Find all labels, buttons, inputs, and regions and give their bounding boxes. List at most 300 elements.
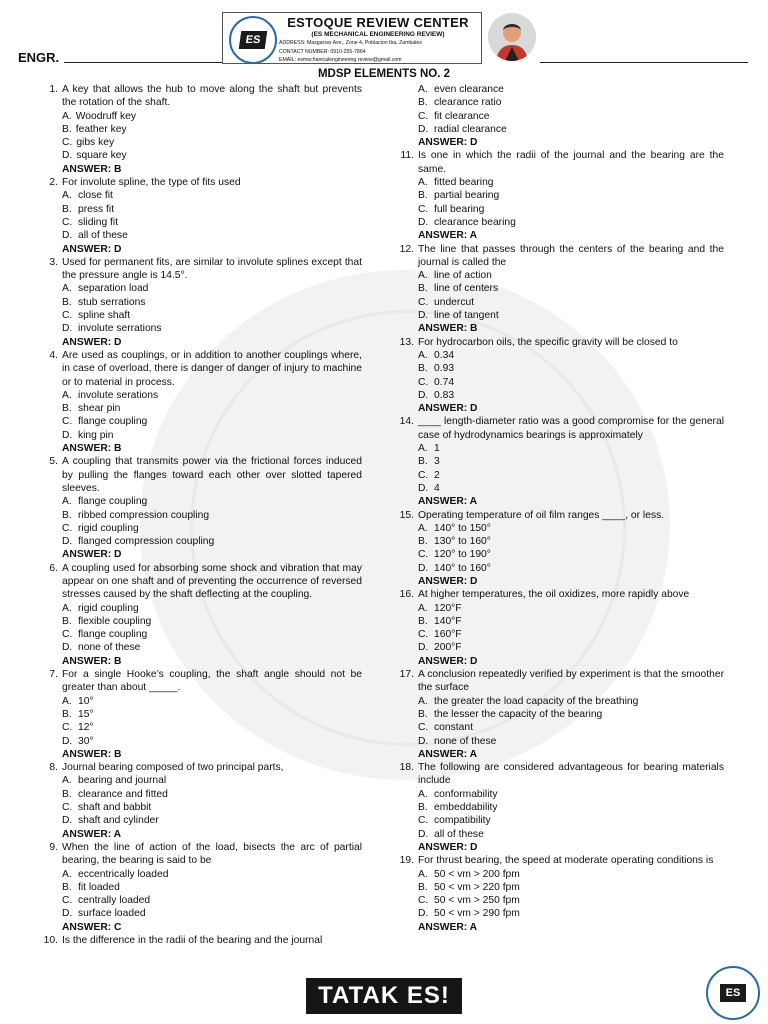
answer-label: ANSWER: D (418, 655, 478, 667)
option-letter: A. (418, 177, 428, 189)
option-item (62, 615, 362, 628)
option-item (418, 176, 724, 189)
option-item (62, 522, 362, 535)
option-text: involute serations (78, 389, 159, 401)
question-number: 19. (399, 855, 414, 867)
option-letter: B. (418, 881, 428, 893)
option-letter: A. (62, 283, 72, 295)
option-text: 0.34 (434, 349, 455, 361)
option-text: separation load (78, 283, 149, 295)
question-number: 17. (399, 669, 414, 681)
answer-label: ANSWER: A (418, 496, 478, 508)
question-text: When the line of action of the load, bisects the arc of partial bearing, the bearing is said to be (62, 841, 362, 867)
option-item (62, 735, 362, 748)
option-item (418, 562, 724, 575)
option-text: flange coupling (78, 629, 148, 641)
option-text: 10° (78, 695, 94, 707)
question-number: 4. (49, 349, 58, 361)
option-text: 2 (434, 469, 440, 481)
option-item (418, 907, 724, 920)
answer-label: ANSWER: D (62, 336, 122, 348)
header-rule (540, 62, 748, 63)
option-item (62, 415, 362, 428)
option-letter: B. (62, 615, 72, 627)
question-number: 18. (399, 762, 414, 774)
option-text: radial clearance (434, 123, 507, 135)
option-letter: D. (62, 150, 73, 162)
option-item (418, 548, 724, 561)
question-item (40, 83, 362, 176)
option-letter: A. (418, 602, 428, 614)
option-item (418, 349, 724, 362)
option-letter: A. (418, 788, 428, 800)
question-number: 9. (49, 841, 58, 853)
option-letter: B. (418, 536, 428, 548)
option-item (62, 110, 362, 123)
center-contact: CONTACT NUMBER: 0910-255-7864 (279, 48, 366, 55)
option-text: flanged compression coupling (78, 536, 215, 548)
option-text: 12° (78, 722, 94, 734)
option-letter: C. (62, 722, 73, 734)
answer-label: ANSWER: D (62, 243, 122, 255)
option-item (62, 788, 362, 801)
option-text: 15° (78, 708, 94, 720)
option-item (62, 868, 362, 881)
option-letter: B. (418, 802, 428, 814)
option-item (62, 322, 362, 335)
option-letter: C. (62, 522, 73, 534)
option-letter: C. (62, 802, 73, 814)
question-number: 13. (399, 336, 414, 348)
option-text: conformability (434, 788, 498, 800)
option-item (418, 442, 724, 455)
option-letter: D. (62, 908, 73, 920)
option-item (62, 535, 362, 548)
option-letter: C. (62, 137, 73, 149)
option-letter: A. (418, 270, 428, 282)
option-text: 120°F (434, 602, 462, 614)
question-item (40, 841, 362, 934)
option-item (62, 282, 362, 295)
footer-logo (706, 966, 760, 1020)
question-item (40, 668, 362, 761)
option-letter: B. (418, 363, 428, 375)
option-item (62, 229, 362, 242)
option-text: compatibility (434, 815, 491, 827)
option-text: 30° (78, 735, 94, 747)
option-item (418, 309, 724, 322)
answer-label: ANSWER: B (418, 323, 478, 335)
option-text: 50 < vm > 200 fpm (434, 868, 520, 880)
option-text: centrally loaded (78, 895, 151, 907)
option-item (418, 735, 724, 748)
option-text: 140°F (434, 615, 462, 627)
option-text: 50 < vm > 290 fpm (434, 908, 520, 920)
option-item (418, 189, 724, 202)
option-item (62, 203, 362, 216)
option-text: 1 (434, 443, 440, 455)
option-letter: C. (418, 629, 429, 641)
question-text: For thrust bearing, the speed at moderate operating conditions is (418, 855, 714, 867)
option-text: flexible coupling (78, 615, 152, 627)
option-text: clearance and fitted (78, 788, 168, 800)
option-text: 130° to 160° (434, 536, 491, 548)
question-number: 1. (49, 84, 58, 95)
option-letter: B. (62, 403, 72, 415)
option-text: flange coupling (78, 416, 148, 428)
answer-label: ANSWER: B (62, 748, 122, 760)
question-item (396, 149, 724, 242)
option-letter: C. (62, 895, 73, 907)
option-letter: B. (418, 190, 428, 202)
option-letter: A. (62, 190, 72, 202)
option-item (418, 96, 724, 109)
question-text: A key that allows the hub to move along the shaft but prevents the rotation of the shaft. (62, 84, 362, 109)
option-item (418, 296, 724, 309)
question-text: A conclusion repeatedly verified by experiment is that the smoother the surface (418, 669, 724, 694)
option-item (418, 615, 724, 628)
question-text: Is the difference in the radii of the bearing and the journal (62, 935, 323, 946)
option-letter: C. (418, 296, 429, 308)
question-number: 8. (49, 762, 58, 774)
option-item (418, 469, 724, 482)
option-item (418, 482, 724, 495)
option-item (418, 828, 724, 841)
option-item (62, 509, 362, 522)
question-item (396, 243, 724, 336)
question-item (396, 336, 724, 416)
option-text: 200°F (434, 642, 462, 654)
option-text: 140° to 160° (434, 562, 491, 574)
option-text: king pin (78, 429, 114, 441)
question-text: A coupling that transmits power via the frictional forces induced by pulling the flanges toward each other over slotted tapered sleeves. (62, 456, 362, 494)
option-letter: C. (62, 310, 73, 322)
option-text: 0.83 (434, 389, 455, 401)
option-item (418, 602, 724, 615)
option-text: 0.93 (434, 363, 455, 375)
option-item (62, 149, 362, 162)
answer-label: ANSWER: D (418, 137, 478, 149)
option-text: 160°F (434, 629, 462, 641)
option-letter: D. (418, 735, 429, 747)
option-text: fit loaded (78, 881, 120, 893)
option-letter: B. (418, 283, 428, 295)
option-letter: D. (418, 389, 429, 401)
option-item (62, 801, 362, 814)
option-item (62, 189, 362, 202)
question-item (40, 562, 362, 668)
option-letter: B. (62, 123, 72, 135)
option-text: line of action (434, 270, 492, 282)
option-item (418, 203, 724, 216)
option-item (62, 296, 362, 309)
question-number: 3. (49, 256, 58, 268)
option-text: full bearing (434, 203, 485, 215)
option-item (418, 269, 724, 282)
option-item (418, 695, 724, 708)
answer-label: ANSWER: A (62, 828, 122, 840)
option-item (418, 628, 724, 641)
header-text (279, 15, 477, 64)
option-item (62, 402, 362, 415)
answer-label: ANSWER: D (418, 575, 478, 587)
option-letter: C. (418, 203, 429, 215)
option-letter: B. (62, 788, 72, 800)
question-text: Operating temperature of oil film ranges ____, or less. (418, 509, 665, 521)
answer-label: ANSWER: A (418, 921, 478, 933)
option-letter: C. (418, 815, 429, 827)
option-letter: C. (62, 216, 73, 228)
question-number: 11. (400, 150, 414, 162)
option-letter: A. (418, 349, 428, 361)
left-column (40, 83, 362, 947)
option-text: none of these (434, 735, 497, 747)
option-item (418, 282, 724, 295)
question-item (40, 349, 362, 455)
question-number: 12. (399, 243, 414, 255)
engr-label: ENGR. (18, 50, 60, 65)
answer-label: ANSWER: C (62, 921, 122, 933)
option-item (418, 83, 724, 96)
option-letter: D. (418, 310, 429, 322)
question-number: 2. (49, 177, 58, 189)
option-letter: A. (62, 868, 72, 880)
question-text: For hydrocarbon oils, the specific gravity will be closed to (418, 336, 678, 348)
option-text: bearing and journal (78, 775, 167, 787)
option-text: 3 (434, 456, 440, 468)
option-text: stub serrations (78, 296, 146, 308)
answer-label: ANSWER: B (62, 163, 122, 175)
option-item (62, 721, 362, 734)
option-item (62, 774, 362, 787)
question-item (40, 761, 362, 841)
option-letter: A. (418, 443, 428, 455)
answer-label: ANSWER: B (62, 443, 122, 455)
question-item (40, 256, 362, 349)
option-letter: D. (62, 323, 73, 335)
question-item (40, 934, 362, 947)
option-item (62, 814, 362, 827)
option-text: shaft and babbit (78, 802, 152, 814)
option-text: involute serrations (78, 323, 162, 335)
option-text: feather key (75, 123, 127, 135)
option-item (418, 881, 724, 894)
question-text: A coupling used for absorbing some shock and vibration that may appear on one shaft and of preventing the occurrence of reversed stresses caused by the shaft deflecting at the coupling. (62, 562, 362, 601)
option-letter: C. (418, 110, 429, 122)
option-letter: A. (418, 522, 428, 534)
option-letter: B. (62, 708, 72, 720)
option-item (62, 695, 362, 708)
option-text: fitted bearing (434, 177, 494, 189)
option-item (62, 602, 362, 615)
option-letter: D. (62, 230, 73, 242)
option-item (62, 123, 362, 136)
question-text: Journal bearing composed of two principal parts, (62, 762, 284, 774)
question-item (396, 83, 724, 149)
option-text: embeddability (434, 802, 498, 814)
question-item (396, 761, 724, 854)
option-letter: A. (62, 110, 72, 122)
option-item (418, 362, 724, 375)
option-text: gibs key (76, 137, 115, 149)
question-item (396, 415, 724, 508)
option-letter: D. (62, 536, 73, 548)
option-item (418, 868, 724, 881)
option-item (62, 389, 362, 402)
question-text: Is one in which the radii of the journal and the bearing are the same. (418, 150, 724, 175)
option-item (62, 309, 362, 322)
question-text: ____ length-diameter ratio was a good compromise for the general case of hydrodynamics bearings is approximately (418, 416, 724, 441)
question-number: 5. (49, 456, 58, 468)
option-text: shaft and cylinder (78, 815, 159, 827)
center-email: EMAIL: esmechanicalengineering.review@gmail.com (279, 57, 402, 63)
option-letter: C. (418, 895, 429, 907)
option-text: 50 < vm > 250 fpm (434, 895, 520, 907)
option-item (418, 788, 724, 801)
option-text: ribbed compression coupling (78, 509, 210, 521)
option-text: eccentrically loaded (78, 868, 169, 880)
option-text: constant (434, 722, 473, 734)
question-item (40, 176, 362, 256)
logo-text: ES (239, 31, 268, 49)
center-name: ESTOQUE REVIEW CENTER (287, 15, 469, 30)
question-text: The following are considered advantageous for bearing materials include (418, 762, 724, 787)
option-text: the greater the load capacity of the breathing (434, 695, 639, 707)
option-text: clearance ratio (434, 97, 502, 109)
question-item (40, 455, 362, 561)
option-text: all of these (78, 230, 128, 242)
question-text: The line that passes through the centers of the bearing and the journal is called the (418, 243, 724, 268)
option-item (62, 216, 362, 229)
option-text: Woodruff key (75, 110, 137, 122)
option-letter: A. (418, 868, 428, 880)
question-number: 6. (49, 562, 58, 574)
option-text: surface loaded (78, 908, 146, 920)
option-text: rigid coupling (78, 602, 139, 614)
option-letter: A. (62, 602, 72, 614)
option-item (62, 881, 362, 894)
person-icon (488, 13, 536, 61)
answer-label: ANSWER: D (418, 841, 478, 853)
option-item (418, 522, 724, 535)
option-text: close fit (78, 190, 113, 202)
option-letter: D. (418, 562, 429, 574)
option-item (418, 641, 724, 654)
answer-label: ANSWER: A (418, 748, 478, 760)
option-text: fit clearance (434, 110, 490, 122)
option-letter: B. (62, 203, 72, 215)
option-item (62, 628, 362, 641)
option-letter: D. (62, 735, 73, 747)
option-item (418, 110, 724, 123)
option-item (418, 894, 724, 907)
option-letter: B. (418, 97, 428, 109)
option-text: spline shaft (78, 310, 131, 322)
option-letter: B. (62, 296, 72, 308)
option-letter: C. (62, 416, 73, 428)
option-text: 50 < vm > 220 fpm (434, 881, 520, 893)
option-text: flange coupling (78, 496, 148, 508)
option-text: line of centers (434, 283, 499, 295)
option-text: 140° to 150° (434, 522, 491, 534)
option-letter: C. (418, 469, 429, 481)
option-item (62, 641, 362, 654)
option-letter: D. (62, 815, 73, 827)
question-number: 10. (43, 935, 58, 946)
option-text: shear pin (78, 403, 121, 415)
answer-label: ANSWER: D (62, 549, 122, 561)
option-letter: D. (418, 828, 429, 840)
option-item (418, 389, 724, 402)
option-letter: B. (418, 708, 428, 720)
center-logo (229, 16, 277, 64)
option-item (418, 721, 724, 734)
header-box (222, 12, 482, 64)
option-text: even clearance (434, 84, 504, 95)
question-number: 15. (399, 509, 414, 521)
avatar (488, 13, 536, 61)
question-text: Are used as couplings, or in addition to another couplings where, in case of overload, there is danger of danger of injury to machine or to material in process. (62, 349, 362, 388)
option-item (62, 708, 362, 721)
option-text: clearance bearing (434, 216, 516, 228)
option-letter: A. (62, 389, 72, 401)
question-number: 7. (49, 669, 58, 681)
option-letter: A. (62, 496, 72, 508)
option-letter: D. (418, 216, 429, 228)
option-text: rigid coupling (78, 522, 139, 534)
option-item (418, 708, 724, 721)
option-item (418, 814, 724, 827)
option-letter: B. (418, 456, 428, 468)
page-title: MDSP ELEMENTS NO. 2 (317, 68, 451, 80)
option-letter: C. (418, 722, 429, 734)
footer-logo-text: ES (720, 984, 746, 1002)
option-item (418, 216, 724, 229)
option-text: all of these (434, 828, 484, 840)
option-item (62, 136, 362, 149)
option-item (62, 495, 362, 508)
option-text: the lesser the capacity of the bearing (434, 708, 603, 720)
name-line (64, 62, 222, 63)
question-item (396, 668, 724, 761)
option-letter: A. (418, 84, 428, 95)
option-text: line of tangent (434, 310, 499, 322)
answer-label: ANSWER: A (418, 230, 478, 242)
option-letter: C. (418, 376, 429, 388)
option-letter: D. (418, 642, 429, 654)
option-text: sliding fit (78, 216, 119, 228)
option-text: partial bearing (434, 190, 500, 202)
option-text: 120° to 190° (434, 549, 491, 561)
option-letter: A. (418, 695, 428, 707)
option-item (418, 123, 724, 136)
option-item (62, 429, 362, 442)
question-item (396, 588, 724, 668)
option-text: 4 (434, 482, 440, 494)
answer-label: ANSWER: D (418, 403, 478, 415)
option-letter: C. (418, 549, 429, 561)
option-text: 0.74 (434, 376, 455, 388)
question-item (396, 854, 724, 934)
option-letter: C. (62, 629, 73, 641)
option-item (418, 535, 724, 548)
question-text: At higher temperatures, the oil oxidizes, more rapidly above (418, 589, 690, 601)
option-letter: D. (62, 429, 73, 441)
footer-banner: TATAK ES! (306, 978, 462, 1014)
question-text: Used for permanent fits, are similar to involute splines except that the pressure angle is 14.5°. (62, 256, 362, 282)
center-address: ADDRESS: Masgarsar Ave., Zone 4, Poblacion Iba, Zambales (279, 40, 422, 46)
option-item (62, 894, 362, 907)
